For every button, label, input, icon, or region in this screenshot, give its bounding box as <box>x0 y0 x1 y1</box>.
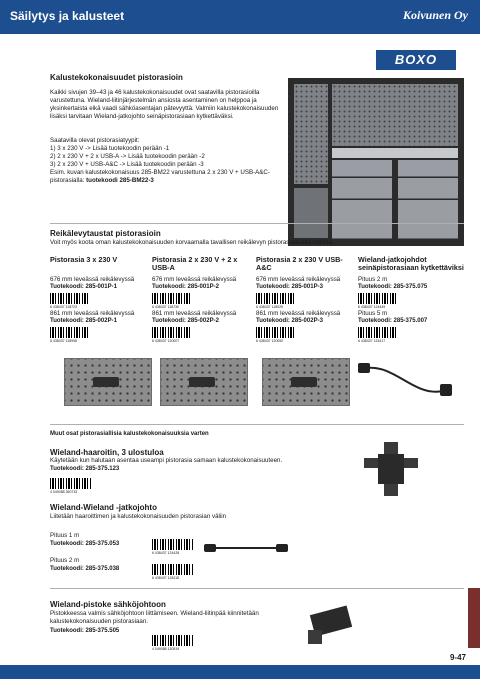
pegboard-image <box>262 358 350 406</box>
intro-paragraph: Kaikki sivujen 39–43 ja 46 kalustekokonaisuudet ovat saatavilla pistorasioilla varustettuna. Wieland-liitinjärjestelmän ansiosta asentaminen on helppoa ja yksinkertaista eikä vaadi sähköasentajan pätevyyttä. Valmiin kalustekokonaisuuden lisäksi tarvitaan Wieland-jatkojohto seinäpistorasiaan kytkettäväksi. <box>50 89 279 120</box>
barcode <box>50 327 90 338</box>
drawer <box>332 160 392 177</box>
barcode-number: 6 438437 124449 <box>358 305 386 309</box>
item-code: Tuotekoodi: 285-002P-1 <box>50 318 117 324</box>
pegboard-image <box>64 358 152 406</box>
item-code: Tuotekoodi: 285-375.075 <box>358 284 428 290</box>
page-section-title: Säilytys ja kalusteet <box>10 9 125 23</box>
splitter-image <box>356 440 426 498</box>
barcode <box>358 327 398 338</box>
footer-bar <box>0 665 480 679</box>
barcode <box>152 327 192 338</box>
variant-code: Tuotekoodi: 285-375.038 <box>50 566 120 572</box>
page-number: 9-47 <box>449 653 466 662</box>
other-section-title: Muut osat pistorasiallisia kalustekokonaisuuksia varten <box>50 431 209 437</box>
variant-length: Pituus 1 m <box>50 532 80 539</box>
boxo-logo: BOXO <box>376 50 456 70</box>
barcode-number: 6 438437 118929 <box>256 305 283 309</box>
cable-image <box>204 540 288 556</box>
page-tab <box>468 588 480 648</box>
barcode <box>256 293 296 304</box>
drawer <box>332 178 392 199</box>
drawer <box>398 178 458 199</box>
item-desc: 861 mm leveässä reikälevyssä <box>152 310 237 317</box>
column-heading: Pistorasia 3 x 230 V <box>50 255 118 264</box>
section-divider <box>50 424 464 425</box>
barcode <box>152 293 192 304</box>
cabinet-image <box>288 78 464 246</box>
product-code: Tuotekoodi: 285-375.123 <box>50 466 120 472</box>
product-title: Wieland-Wieland -jatkojohto <box>50 503 157 512</box>
item-desc: 676 mm leveässä reikälevyssä <box>256 276 341 283</box>
barcode-number: 6 438437 120007 <box>152 339 180 343</box>
product-code: Tuotekoodi: 285-375.505 <box>50 628 120 634</box>
drawer <box>332 200 392 239</box>
cabinet-shelf <box>332 148 458 158</box>
intro-option-3: 3) 2 x 230 V + USB-A&C -> Lisää tuotekoodin perään -3 <box>50 161 204 168</box>
extension-cable-image <box>356 360 456 404</box>
column-heading: Pistorasia 2 x 230 V + 2 x USB-A <box>152 255 238 272</box>
pegboard-image <box>160 358 248 406</box>
column-heading: Pistorasia 2 x 230 V USB-A&C <box>256 255 343 272</box>
barcode <box>152 635 194 646</box>
barcode <box>256 327 296 338</box>
variant-code: Tuotekoodi: 285-375.053 <box>50 541 120 547</box>
drawer <box>398 200 458 239</box>
barcode-number: 6 438437 124428 <box>152 551 180 555</box>
column-heading: Wieland-jatkojohdot seinäpistorasiaan kytkettäviksi <box>358 255 464 272</box>
barcode-number: 6 438437 118723 <box>50 305 77 309</box>
variant-length: Pituus 2 m <box>50 557 80 564</box>
section-divider <box>50 223 464 224</box>
barcode <box>358 293 398 304</box>
pegboard-subtitle: Voit myös koota oman kalustekokonaisuuden korvaamalla tavallisen reikälevyn pistorasiallisella mallilla: <box>50 239 334 246</box>
pegboard-title: Reikälevytaustat pistorasioin <box>50 229 161 238</box>
socket-strip <box>93 377 119 387</box>
product-desc: Pistokkeessa valmis sähköjohtoon liittämiseen. Wieland-liitinpää kiinnitetään kalustekokonaisuuden pistorasiaan. <box>50 610 259 625</box>
barcode <box>152 539 194 550</box>
barcode <box>50 478 92 489</box>
item-code: Tuotekoodi: 285-001P-2 <box>152 284 219 290</box>
intro-example: Esim. kuvan kalustekokonaisuus 285-BM22 varustettuna 2 x 230 V + USB-A&C-pistorasialla: tuotekoodi 285-BM22-3 <box>50 169 270 184</box>
cabinet-lower-door <box>294 188 328 238</box>
intro-option-1: 1) 3 x 230 V -> Lisää tuotekoodin perään -1 <box>50 145 170 152</box>
barcode <box>152 564 194 575</box>
product-title: Wieland-haaroitin, 3 ulostuloa <box>50 448 164 457</box>
plug-image <box>302 600 360 650</box>
item-code: Tuotekoodi: 285-002P-2 <box>152 318 219 324</box>
product-title: Wieland-pistoke sähköjohtoon <box>50 600 166 609</box>
barcode-number: 6 438437 128118 <box>152 576 179 580</box>
intro-option-2: 2) 2 x 230 V + 2 x USB-A -> Lisää tuotekoodin perään -2 <box>50 153 205 160</box>
product-desc: Liitetään haaroittimen ja kalustekokonaisuuden pistorasian väliin <box>50 513 227 520</box>
brand-logo: Koivunen Oy <box>402 8 468 22</box>
item-desc: Pituus 2 m <box>358 276 388 283</box>
socket-strip <box>189 377 215 387</box>
barcode-number: 6 438437 118998 <box>50 339 77 343</box>
barcode-number: 4 049088 350733 <box>50 490 78 494</box>
item-code: Tuotekoodi: 285-375.007 <box>358 318 428 324</box>
barcode-number: 6 438437 124417 <box>358 339 386 343</box>
item-desc: 676 mm leveässä reikälevyssä <box>50 276 135 283</box>
item-code: Tuotekoodi: 285-001P-3 <box>256 284 323 290</box>
drawer <box>398 160 458 177</box>
item-desc: 861 mm leveässä reikälevyssä <box>256 310 341 317</box>
section-divider <box>50 588 464 589</box>
intro-options-heading: Saatavilla olevat pistorasiatyypit: <box>50 137 140 144</box>
socket-strip <box>291 377 317 387</box>
item-desc: 676 mm leveässä reikälevyssä <box>152 276 237 283</box>
intro-title: Kalustekokonaisuudet pistorasioin <box>50 73 183 82</box>
product-desc: Käytetään kun halutaan asentaa useampi pistorasia samaan kalustekokonaisuuteen. <box>50 457 283 464</box>
item-desc: 861 mm leveässä reikälevyssä <box>50 310 135 317</box>
barcode-number: 4 049088 130519 <box>152 647 180 651</box>
barcode <box>50 293 90 304</box>
barcode-number: 6 438437 120052 <box>256 339 284 343</box>
cabinet-pegboard <box>332 84 458 146</box>
item-code: Tuotekoodi: 285-001P-1 <box>50 284 117 290</box>
barcode-number: 6 438437 118730 <box>152 305 179 309</box>
item-desc: Pituus 5 m <box>358 310 388 317</box>
cabinet-door <box>294 84 328 184</box>
item-code: Tuotekoodi: 285-002P-3 <box>256 318 323 324</box>
